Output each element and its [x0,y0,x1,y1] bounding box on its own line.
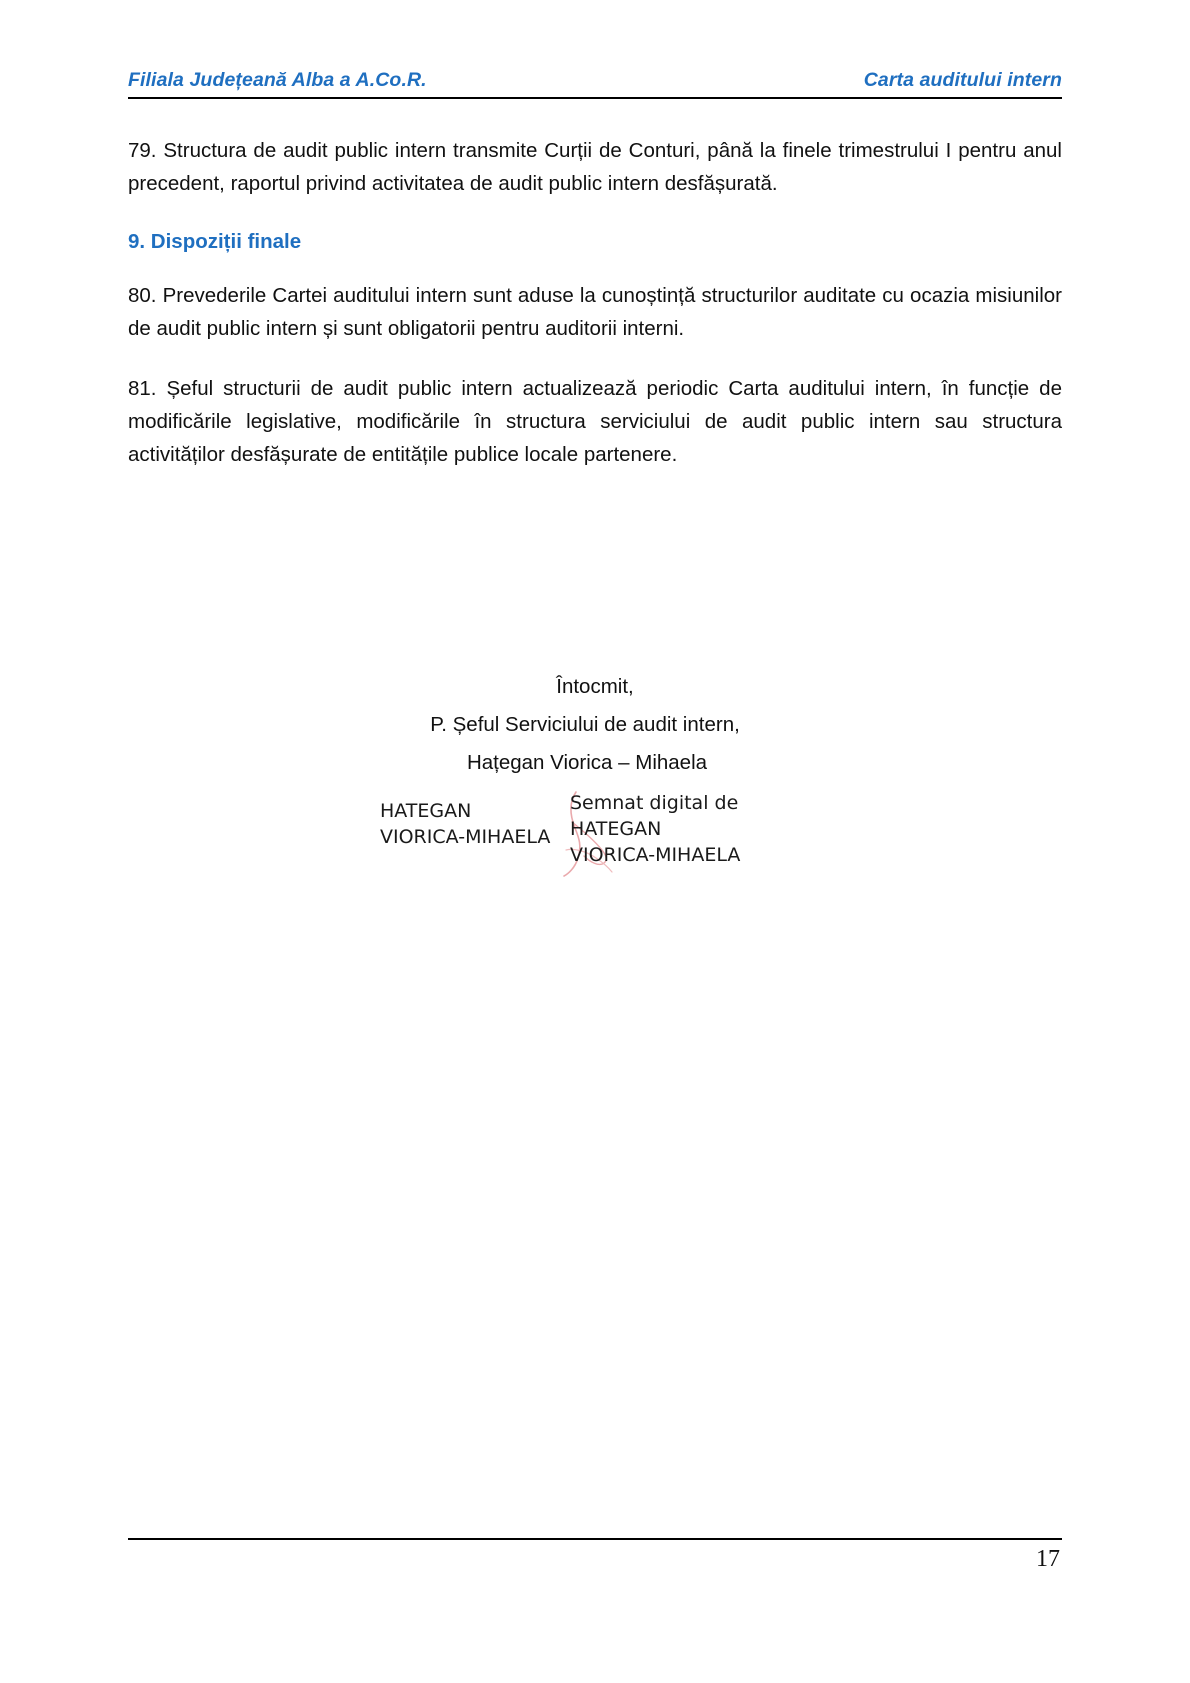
header-left-title: Filiala Județeană Alba a A.Co.R. [128,69,427,91]
digital-signature-details [570,790,870,868]
header-divider [128,97,1062,99]
digital-signature-detail-line2: HATEGAN [570,818,662,840]
signature-intocmit-label: Întocmit, [556,675,634,698]
paragraph-79: 79. Structura de audit public intern transmite Curții de Conturi, până la finele trimestrului I pentru anul precedent, raportul privind activitatea de audit public intern desfășurată. [128,139,1062,195]
digital-signature-detail-line1: Semnat digital de [570,792,739,814]
signature-role-label: P. Șeful Serviciului de audit intern, [430,713,740,736]
footer-row [128,1546,1062,1573]
page-footer [128,1538,1062,1573]
section-heading-dispozitii-finale: 9. Dispoziții finale [128,230,302,253]
signature-name-label: Hațegan Viorica – Mihaela [466,751,708,774]
header-right-title: Carta auditului intern [863,69,1062,91]
footer-divider [128,1538,1062,1540]
digital-signature-name [380,798,590,850]
paragraph-80: 80. Prevederile Cartei auditului intern sunt aduse la cunoștință structurilor auditate cu ocazia misiunilor de audit public intern și sunt obligatorii pentru auditorii interni. [128,284,1062,340]
header-row [128,58,1062,92]
page-content-area [128,0,1062,1683]
page-number: 17 [1036,1546,1060,1572]
digital-signature-name-line1: HATEGAN [380,800,472,822]
digital-signature-detail-line3: VIORICA-MIHAELA [570,844,741,866]
digital-signature-stamp [380,790,880,880]
paragraph-81: 81. Șeful structurii de audit public intern actualizează periodic Carta auditului intern, în funcție de modificările legislative, modificările în structura serviciului de audit public intern sau structura activităților desfășurate de entitățile publice locale partenere. [128,377,1062,466]
digital-signature-name-line2: VIORICA-MIHAELA [380,826,551,848]
document-body [128,134,1062,498]
page-header [128,58,1062,104]
signature-block [128,668,1062,782]
